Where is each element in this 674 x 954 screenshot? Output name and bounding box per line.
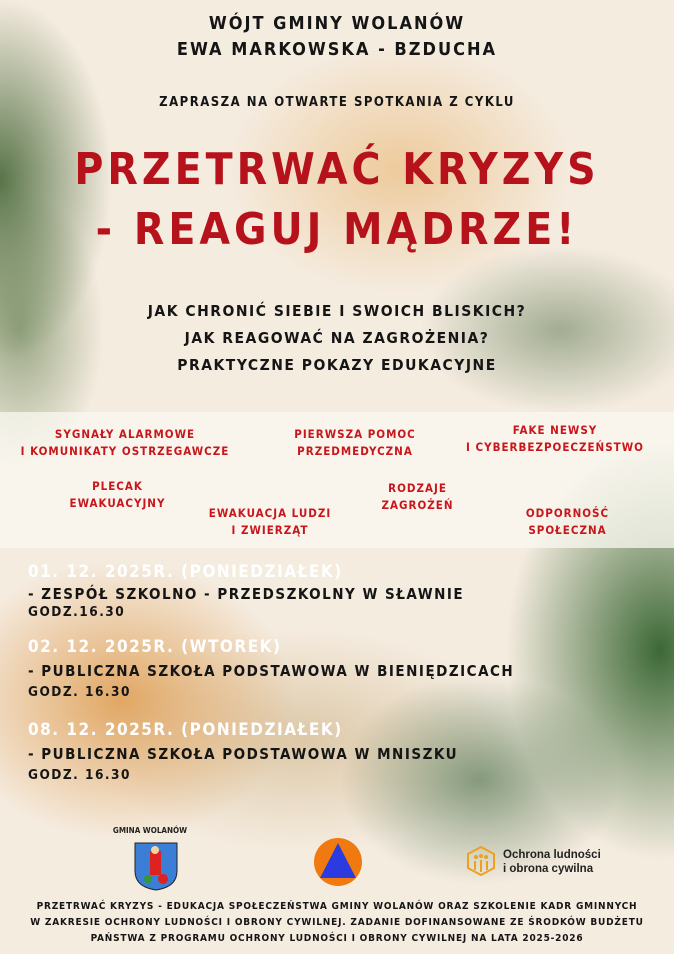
- topic-line: EWAKUACJA LUDZI: [208, 506, 332, 520]
- topic-alarm-signals: [10, 426, 240, 460]
- topic-line: PLECAK: [92, 479, 143, 493]
- topic-line: PRZEDMEDYCZNA: [297, 444, 413, 458]
- topic-resilience: [500, 505, 635, 539]
- event-3-place: - PUBLICZNA SZKOŁA PODSTAWOWA W MNISZKU: [28, 745, 459, 763]
- topic-line: ODPORNOŚĆ: [525, 506, 610, 520]
- topic-backpack: [50, 478, 185, 512]
- topic-line: I KOMUNIKATY OSTRZEGAWCZE: [20, 444, 230, 458]
- topic-evacuation: [190, 505, 350, 539]
- footer-line: PAŃSTWA Z PROGRAMU OCHRONY LUDNOŚCI I OBRONY CYWILNEJ NA LATA 2025-2026: [90, 933, 584, 944]
- organizer-name: EWA MARKOWSKA - BZDUCHA: [176, 39, 498, 60]
- footer-line: PRZETRWAĆ KRYZYS - EDUKACJA SPOŁECZEŃSTWA GMINY WOLANÓW ORAZ SZKOLENIE KADR GMINNYCH: [36, 901, 638, 912]
- topic-line: RODZAJE: [388, 481, 447, 495]
- question-1: JAK CHRONIĆ SIEBIE I SWOICH BLISKICH?: [147, 302, 527, 320]
- event-1-place: - ZESPÓŁ SZKOLNO - PRZEDSZKOLNY W SŁAWNIE: [28, 585, 465, 603]
- topic-line: ZAGROŻEŃ: [381, 498, 454, 512]
- event-3-date: 08. 12. 2025R. (PONIEDZIAŁEK): [28, 720, 343, 740]
- topic-fake-news: [460, 422, 650, 456]
- topic-first-aid: [270, 426, 440, 460]
- civil-defence-emblem-icon: [314, 838, 362, 886]
- footer-note: [0, 899, 674, 947]
- event-2-place: - PUBLICZNA SZKOŁA PODSTAWOWA W BIENIĘDZICACH: [28, 662, 515, 680]
- event-1-time: GODZ.16.30: [28, 604, 126, 620]
- label-line: i obrona cywilna: [503, 863, 594, 875]
- invite-text: ZAPRASZA NA OTWARTE SPOTKANIA Z CYKLU: [159, 95, 515, 110]
- event-3-time: GODZ. 16.30: [28, 767, 131, 783]
- civil-protection-label: [503, 848, 601, 876]
- topic-line: PIERWSZA POMOC: [294, 427, 416, 441]
- main-title-line2: - REAGUJ MĄDRZE!: [95, 204, 579, 255]
- topic-line: I ZWIERZĄT: [231, 523, 309, 537]
- footer-line: W ZAKRESIE OCHRONY LUDNOŚCI I OBRONY CYWILNEJ. ZADANIE DOFINANSOWANE ZE ŚRODKÓW BUDŻETU: [30, 917, 644, 928]
- question-2: JAK REAGOWAĆ NA ZAGROŻENIA?: [184, 329, 490, 347]
- coat-of-arms-icon: [133, 841, 179, 891]
- event-2-date: 02. 12. 2025R. (WTOREK): [28, 637, 282, 657]
- topic-line: EWAKUACYJNY: [69, 496, 166, 510]
- organizer-title: WÓJT GMINY WOLANÓW: [208, 13, 466, 34]
- topic-line: SYGNAŁY ALARMOWE: [54, 427, 196, 441]
- topic-line: FAKE NEWSY: [512, 423, 598, 437]
- main-title-line1: PRZETRWAĆ KRYZYS: [74, 144, 600, 195]
- civil-protection-logo-icon: [466, 845, 496, 877]
- topic-line: SPOŁECZNA: [528, 523, 607, 537]
- gmina-label: GMINA WOLANÓW: [112, 826, 188, 835]
- topic-threats: [370, 480, 465, 514]
- topic-line: I CYBERBEZPOECZEŃSTWO: [466, 440, 644, 454]
- event-2-time: GODZ. 16.30: [28, 684, 131, 700]
- label-line: Ochrona ludności: [503, 849, 601, 861]
- question-3: PRAKTYCZNE POKAZY EDUKACYJNE: [177, 356, 497, 374]
- event-1-date: 01. 12. 2025R. (PONIEDZIAŁEK): [28, 562, 343, 582]
